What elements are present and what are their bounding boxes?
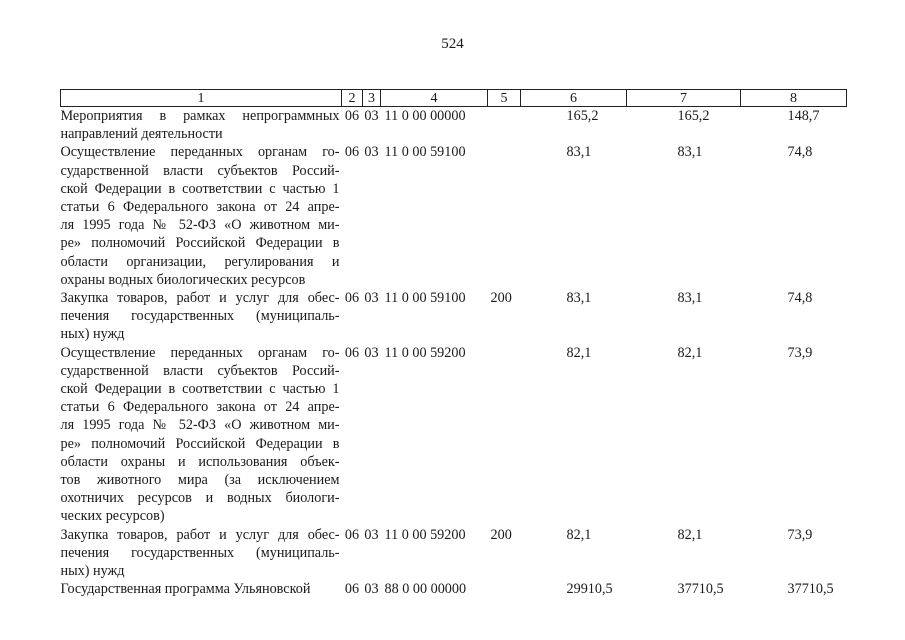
table-row [61, 344, 847, 526]
description-line: ных) нужд [60, 563, 125, 580]
header-col-1: 1 [61, 90, 342, 107]
row-value-col8: 37710,5 [787, 581, 834, 598]
header-col-3: 3 [363, 90, 381, 107]
description-line: ре» полномочий Российской Федерации в [60, 235, 340, 252]
row-subsection-code: 03 [364, 526, 379, 543]
description-line: печения государственных (муниципаль- [60, 308, 340, 325]
description-line: Мероприятия в рамках непрограммных [60, 108, 340, 124]
row-section-code: 06 [344, 526, 360, 543]
row-value-col8: 73,9 [787, 526, 813, 543]
description-line: направлений деятельности [60, 126, 223, 143]
row-value-col6: 83,1 [566, 144, 592, 161]
table-body [61, 107, 847, 599]
description-line: Закупка товаров, работ и услуг для обес- [60, 526, 340, 543]
row-value-col6: 82,1 [566, 344, 592, 361]
row-expense-type [488, 107, 521, 144]
row-value-col6: 82,1 [566, 526, 592, 543]
row-section-code: 06 [344, 344, 360, 361]
row-value-col8: 74,8 [787, 144, 813, 161]
description-line: статьи 6 Федерального закона от 24 апре- [60, 399, 340, 416]
row-target-article: 88 0 00 00000 [384, 581, 467, 598]
table-row [61, 143, 847, 289]
table-header [61, 90, 847, 107]
description-line: охотничих ресурсов и водных биологи- [60, 490, 340, 507]
row-value-col8: 74,8 [787, 290, 813, 307]
row-value-col6: 165,2 [566, 108, 599, 124]
description-line: ческих ресурсов) [60, 508, 165, 525]
row-value-col6: 83,1 [566, 290, 592, 307]
table-row [61, 289, 847, 344]
row-value-col8: 148,7 [787, 108, 820, 124]
row-subsection-code: 03 [364, 581, 379, 598]
row-expense-type: 200 [490, 526, 512, 543]
budget-table [60, 89, 847, 598]
row-target-article: 11 0 00 00000 [384, 108, 466, 124]
row-subsection-code: 03 [364, 108, 379, 124]
description-line: области охраны и использования объек- [60, 453, 340, 470]
header-col-7: 7 [627, 90, 741, 107]
description-line: сударственной власти субъектов Россий- [60, 162, 340, 179]
row-expense-type [488, 580, 521, 598]
row-section-code: 06 [344, 144, 360, 161]
row-target-article: 11 0 00 59200 [384, 526, 466, 543]
row-value-col7: 83,1 [677, 290, 703, 307]
description-line: области организации, регулирования и [60, 253, 340, 270]
description-line: статьи 6 Федерального закона от 24 апре- [60, 199, 340, 216]
header-col-8: 8 [741, 90, 847, 107]
description-line: тов животного мира (за исключением [60, 472, 340, 489]
header-col-6: 6 [521, 90, 627, 107]
description-line: сударственной власти субъектов Россий- [60, 362, 340, 379]
row-description [61, 344, 342, 526]
description-line: ля 1995 года № 52-ФЗ «О животном ми- [60, 217, 340, 234]
row-description [61, 107, 342, 144]
description-line: Государственная программа Ульяновской [60, 581, 311, 598]
row-expense-type [488, 143, 521, 289]
row-value-col8: 73,9 [787, 344, 813, 361]
row-value-col7: 83,1 [677, 144, 703, 161]
row-target-article: 11 0 00 59100 [384, 144, 466, 161]
description-line: ской Федерации в соответствии с частью 1 [60, 180, 340, 197]
row-value-col7: 165,2 [677, 108, 710, 124]
row-section-code: 06 [344, 108, 360, 124]
description-line: ля 1995 года № 52-ФЗ «О животном ми- [60, 417, 340, 434]
page-number: 524 [441, 36, 464, 52]
row-description [61, 580, 342, 598]
description-line: охраны водных биологических ресурсов [60, 271, 306, 288]
row-subsection-code: 03 [364, 144, 379, 161]
header-col-4: 4 [381, 90, 488, 107]
row-subsection-code: 03 [364, 344, 379, 361]
table-row [61, 580, 847, 598]
row-expense-type: 200 [490, 290, 512, 307]
row-section-code: 06 [344, 290, 360, 307]
header-col-2: 2 [342, 90, 363, 107]
description-line: ных) нужд [60, 326, 125, 343]
description-line: Осуществление переданных органам го- [60, 344, 340, 361]
row-description [61, 526, 342, 581]
header-col-5: 5 [488, 90, 521, 107]
row-target-article: 11 0 00 59200 [384, 344, 466, 361]
header-row [61, 90, 847, 107]
row-section-code: 06 [344, 581, 360, 598]
row-value-col7: 37710,5 [677, 581, 724, 598]
description-line: ре» полномочий Российской Федерации в [60, 435, 340, 452]
row-description [61, 289, 342, 344]
row-description [61, 143, 342, 289]
description-line: Закупка товаров, работ и услуг для обес- [60, 290, 340, 307]
row-value-col6: 29910,5 [566, 581, 613, 598]
description-line: печения государственных (муниципаль- [60, 544, 340, 561]
row-value-col7: 82,1 [677, 526, 703, 543]
table-row [61, 526, 847, 581]
description-line: Осуществление переданных органам го- [60, 144, 340, 161]
row-target-article: 11 0 00 59100 [384, 290, 466, 307]
description-line: ской Федерации в соответствии с частью 1 [60, 381, 340, 398]
row-subsection-code: 03 [364, 290, 379, 307]
row-value-col7: 82,1 [677, 344, 703, 361]
table-row [61, 107, 847, 144]
row-expense-type [488, 344, 521, 526]
